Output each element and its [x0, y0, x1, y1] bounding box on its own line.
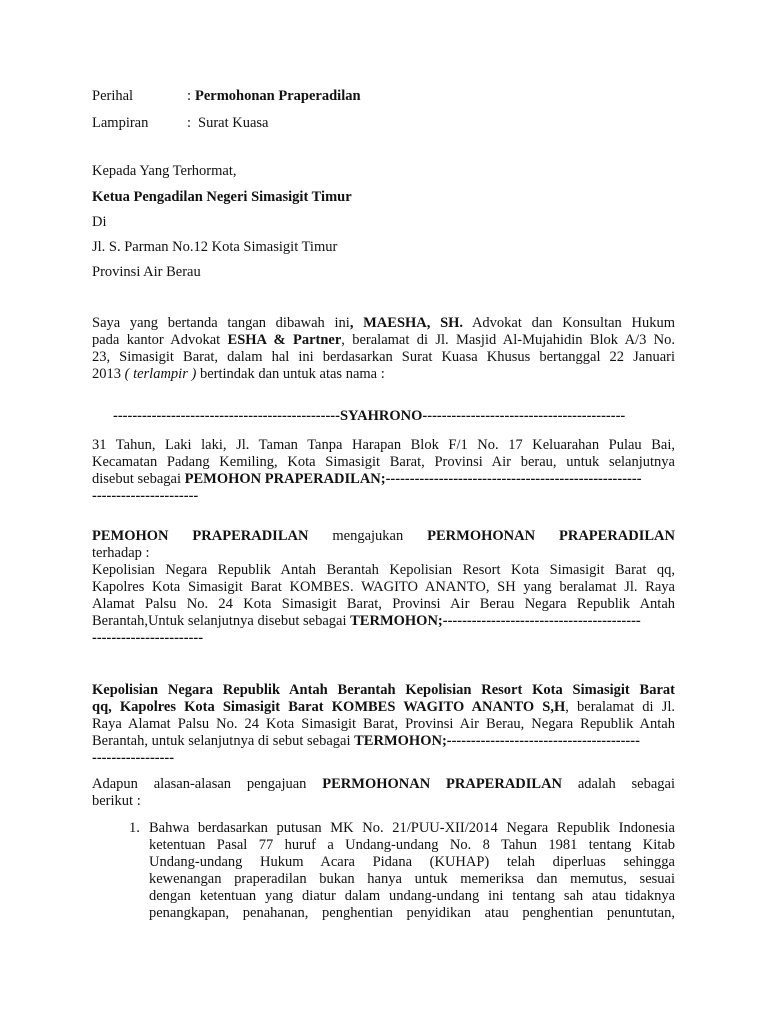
intro-line: 2013 ( terlampir ) bertindak dan untuk atas nama : [92, 366, 385, 382]
client-line: 31 Tahun, Laki laki, Jl. Taman Tanpa Harapan Blok F/1 No. 17 Keluarahan Pulau Bai, [92, 437, 675, 453]
petition-paragraph [92, 528, 675, 647]
list-item-line: penangkapan, penahanan, penghentian penyidikan atau penghentian penuntutan, [149, 905, 675, 921]
intro-paragraph [92, 315, 675, 383]
reasons-line: berikut : [92, 793, 141, 809]
greeting: Kepada Yang Terhormat, [92, 163, 237, 179]
client-dash-line: ---------------------- [92, 488, 199, 504]
petition-line: Kepolisian Negara Republik Antah Berantah Kepolisian Resort Kota Simasigit Barat qq, [92, 562, 675, 578]
client-name-line: -----------------------------------------------SYAHRONO------------------------------------------ [113, 408, 626, 424]
petition-dash-line: ----------------------- [92, 630, 204, 646]
respondent-dash-line: ----------------- [92, 750, 175, 766]
list-item-text [149, 820, 675, 922]
petition-line: Berantah,Untuk selanjutnya disebut sebagai TERMOHON;----------------------------------------- [92, 613, 641, 629]
list-item-line: kewenangan praperadilan bukan hanya untuk memeriksa dan memutus, sesuai [149, 871, 675, 887]
lampiran-value: Surat Kuasa [198, 115, 269, 131]
client-name: SYAHRONO [339, 408, 423, 424]
respondent-line: qq, Kapolres Kota Simasigit Barat KOMBES WAGITO ANANTO S,H, beralamat di Jl. [92, 699, 675, 715]
di-text: Di [92, 214, 107, 230]
petition-line: Alamat Palsu No. 24 Kota Simasigit Barat, Provinsi Air Berau Negara Republik Antah [92, 596, 675, 612]
lampiran-label: Lampiran [92, 115, 149, 131]
client-line: disebut sebagai PEMOHON PRAPERADILAN;----------------------------------------------------- [92, 471, 642, 487]
respondent-line: Berantah, untuk selanjutnya di sebut sebagai TERMOHON;---------------------------------------- [92, 733, 640, 749]
intro-line: 23, Simasigit Barat, dalam hal ini berdasarkan Surat Kuasa Khusus bertanggal 22 Januari [92, 349, 675, 365]
list-item-line: dengan ketentuan yang diatur dalam undang-undang ini tentang sah atau tidaknya [149, 888, 675, 904]
petition-line: terhadap : [92, 545, 150, 561]
perihal-label: Perihal [92, 88, 134, 104]
reasons-paragraph [92, 776, 675, 810]
client-paragraph [92, 437, 675, 505]
lampiran-colon: : [187, 115, 192, 131]
recipient-province: Provinsi Air Berau [92, 264, 201, 280]
respondent-line: Kepolisian Negara Republik Antah Berantah Kepolisian Resort Kota Simasigit Barat [92, 682, 675, 698]
respondent-line: Raya Alamat Palsu No. 24 Kota Simasigit Barat, Provinsi Air Berau, Negara Republik Antah [92, 716, 675, 732]
petition-line: PEMOHON PRAPERADILAN mengajukan PERMOHONAN PRAPERADILAN [92, 528, 675, 544]
perihal-value: Permohonan Praperadilan [195, 88, 361, 104]
recipient-street: Jl. S. Parman No.12 Kota Simasigit Timur [92, 239, 338, 255]
list-item-line: ketentuan Pasal 77 huruf a Undang-undang No. 8 Tahun 1981 tentang Kitab [149, 837, 675, 853]
intro-line: pada kantor Advokat ESHA & Partner, beralamat di Jl. Masjid Al-Mujahidin Blok A/3 No. [92, 332, 675, 348]
petition-line: Kapolres Kota Simasigit Barat KOMBES. WAGITO ANANTO, SH yang beralamat Jl. Raya [92, 579, 675, 595]
respondent-paragraph [92, 682, 675, 767]
list-item-line: Bahwa berdasarkan putusan MK No. 21/PUU-XII/2014 Negara Republik Indonesia [149, 820, 675, 836]
intro-line: Saya yang bertanda tangan dibawah ini, MAESHA, SH. Advokat dan Konsultan Hukum [92, 315, 675, 331]
reasons-line: Adapun alasan-alasan pengajuan PERMOHONAN PRAPERADILAN adalah sebagai [92, 776, 675, 792]
recipient: Ketua Pengadilan Negeri Simasigit Timur [92, 189, 352, 205]
perihal-colon: : [187, 88, 192, 104]
client-line: Kecamatan Padang Kemiling, Kota Simasigit Barat, Provinsi Air berau, untuk selanjutnya [92, 454, 675, 470]
list-item-line: Undang-undang Hukum Acara Pidana (KUHAP) telah diperluas sehingga [149, 854, 675, 870]
list-item-number: 1. [129, 820, 140, 836]
